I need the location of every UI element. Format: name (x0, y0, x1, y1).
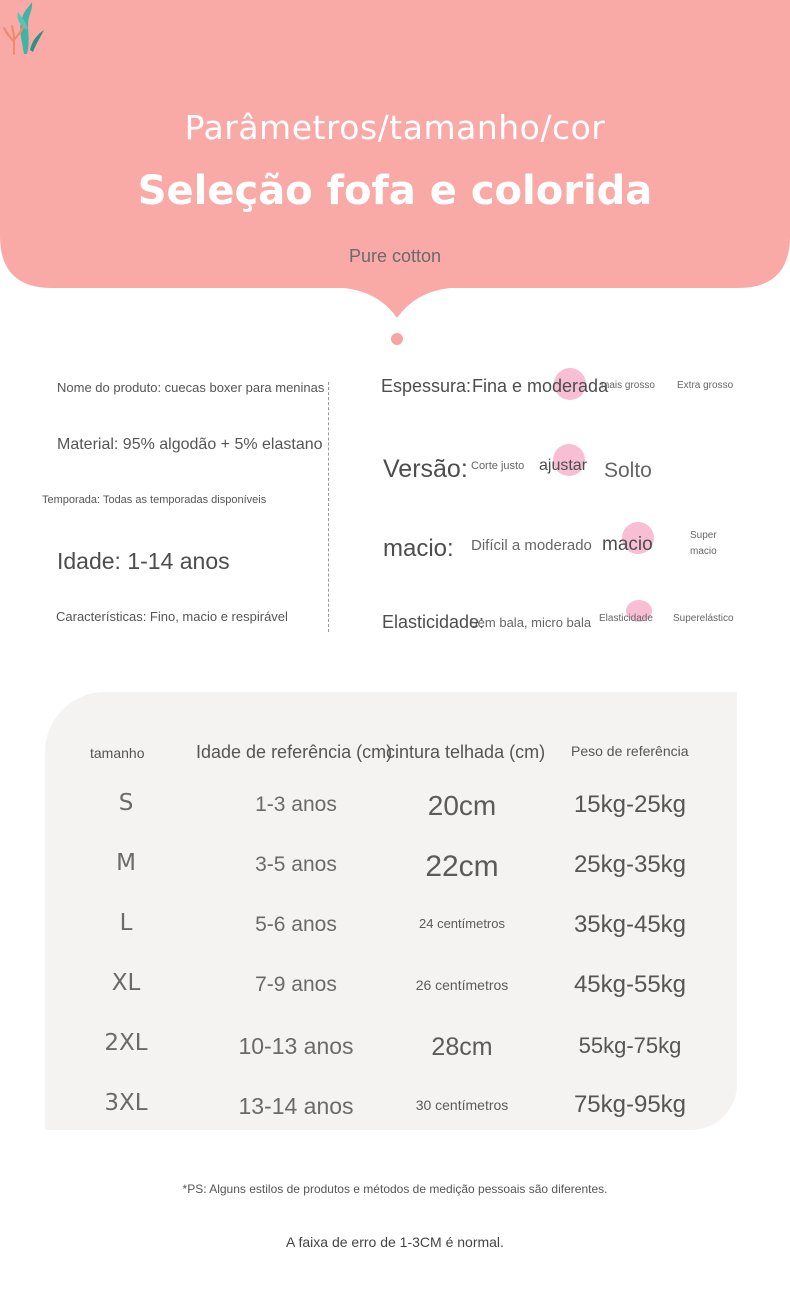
version-option-fitted: Corte justo (471, 460, 525, 472)
version-option-adjust: ajustar (539, 457, 588, 474)
elasticity-option-super: Superelástico (673, 613, 734, 624)
table-cell-waist: 24 centímetros (419, 916, 505, 931)
header-banner (0, 0, 790, 330)
table-cell-age: 13-14 anos (238, 1093, 354, 1119)
table-header-weight: Peso de referência (571, 743, 689, 759)
table-cell-weight: 45kg-55kg (573, 971, 687, 998)
spec-material: Material: 95% algodão + 5% elastano (57, 436, 323, 453)
footnote-disclaimer: *PS: Alguns estilos de produtos e métodos de medição pessoais são diferentes. (182, 1182, 608, 1196)
table-cell-age: 5-6 anos (255, 913, 337, 936)
table-cell-size: 2XL (104, 1030, 148, 1056)
banner-headline: Seleção fofa e colorida (137, 168, 653, 214)
table-cell-weight: 75kg-95kg (573, 1091, 687, 1118)
table-cell-age: 7-9 anos (255, 973, 337, 996)
table-header-age: Idade de referência (cm) (196, 742, 393, 762)
table-cell-waist: 26 centímetros (415, 977, 509, 993)
table-cell-size: 3XL (104, 1090, 148, 1116)
version-label: Versão: (383, 455, 468, 483)
thickness-label: Espessura: (381, 376, 472, 396)
version-option-loose: Solto (604, 459, 652, 482)
table-header-size: tamanho (90, 745, 145, 761)
footnote-error-range: A faixa de erro de 1-3CM é normal. (286, 1234, 504, 1250)
table-cell-waist: 30 centímetros (415, 1097, 509, 1113)
table-cell-weight: 35kg-45kg (573, 911, 687, 938)
softness-option-soft: macio (602, 534, 653, 555)
thickness-option-thin: Fina e moderada (472, 376, 609, 396)
spec-product-name: Nome do produto: cuecas boxer para meninas (57, 380, 325, 395)
table-cell-size: L (119, 910, 133, 936)
table-header-waist: cintura telhada (cm) (386, 742, 546, 762)
banner-shape (0, 0, 790, 330)
thickness-option-thicker: mais grosso (601, 380, 655, 391)
table-cell-age: 1-3 anos (255, 793, 337, 816)
table-cell-weight: 55kg-75kg (578, 1033, 682, 1058)
banner-subtitle: Pure cotton (348, 246, 442, 266)
softness-label: macio: (383, 535, 454, 562)
section-dot (391, 333, 403, 345)
table-cell-size: XL (111, 970, 141, 996)
spec-divider (328, 382, 329, 632)
thickness-option-extra: Extra grosso (677, 380, 734, 391)
softness-option-super: Super (690, 530, 717, 541)
spec-features: Características: Fino, macio e respirável (56, 609, 288, 624)
table-cell-weight: 25kg-35kg (573, 851, 687, 878)
table-cell-waist: 22cm (425, 850, 499, 883)
table-cell-size: S (118, 790, 134, 816)
softness-option-hard: Difícil a moderado (471, 537, 592, 554)
spec-age: Idade: 1-14 anos (57, 548, 230, 574)
table-cell-size: M (116, 850, 136, 876)
elasticity-option-elastic: Elasticidade (599, 613, 653, 624)
elasticity-option-none: Sem bala, micro bala (469, 615, 592, 630)
table-cell-weight: 15kg-25kg (573, 791, 687, 818)
table-cell-age: 3-5 anos (255, 853, 337, 876)
banner-title: Parâmetros/tamanho/cor (184, 108, 606, 147)
elasticity-label: Elasticidade: (382, 612, 485, 632)
table-cell-waist: 28cm (431, 1033, 493, 1061)
spec-season: Temporada: Todas as temporadas disponíveis (42, 494, 267, 506)
seaweed-coral-icon (0, 0, 48, 56)
table-cell-age: 10-13 anos (238, 1033, 354, 1059)
table-cell-waist: 20cm (427, 790, 497, 821)
softness-option-super-soft: macio (690, 546, 717, 557)
